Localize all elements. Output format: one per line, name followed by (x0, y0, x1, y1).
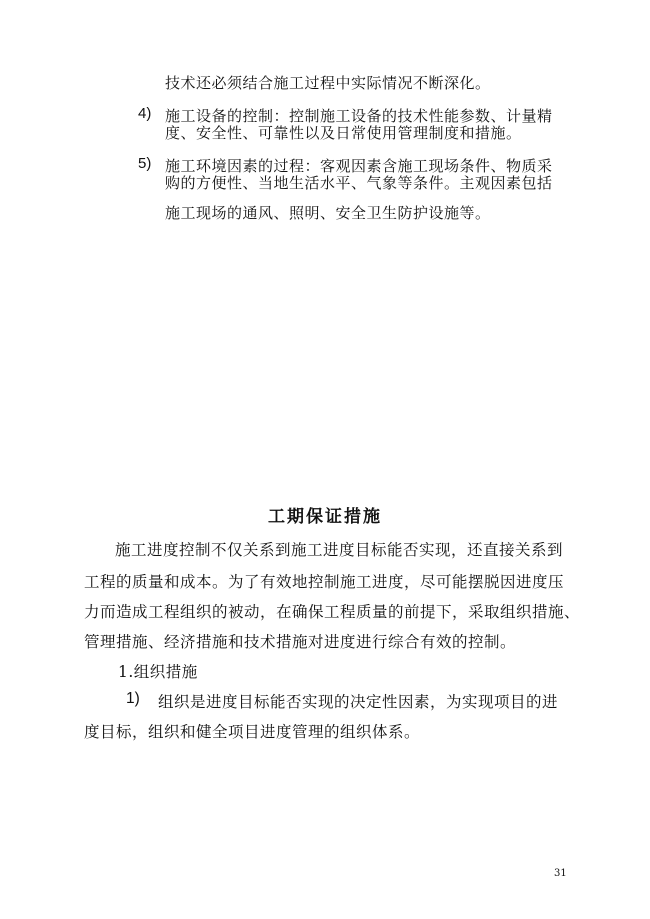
section-title: 工期保证措施 (268, 507, 382, 527)
intro-line-4: 管理措施、经济措施和技术措施对进度进行综合有效的控制。 (84, 633, 517, 651)
item-1-line-1: 组织是进度目标能否实现的决定性因素，为实现项目的进 (158, 693, 559, 711)
list-item-5-line-1: 施工环境因素的过程：客观因素含施工现场条件、物质采 (165, 157, 553, 175)
item-1-number: 1) (126, 690, 140, 707)
list-item-5-line-2: 购的方便性、当地生活水平、气象等条件。主观因素包括 (165, 174, 553, 192)
list-item-5-line-3: 施工现场的通风、照明、安全卫生防护设施等。 (165, 204, 491, 222)
continuation-line: 技术还必须结合施工过程中实际情况不断深化。 (165, 74, 491, 92)
subheading: 1.组织措施 (118, 663, 198, 681)
list-item-4-line-1: 施工设备的控制：控制施工设备的技术性能参数、计量精 (165, 107, 553, 125)
intro-line-2: 工程的质量和成本。为了有效地控制施工进度，尽可能摆脱因进度压 (84, 573, 565, 591)
list-item-4-line-2: 度、安全性、可靠性以及日常使用管理制度和措施。 (165, 124, 522, 142)
list-number-4: 4) (138, 105, 152, 122)
item-1-line-2: 度目标，组织和健全项目进度管理的组织体系。 (84, 723, 421, 741)
intro-line-1: 施工进度控制不仅关系到施工进度目标能否实现，还直接关系到 (115, 541, 564, 559)
page-number: 31 (554, 868, 567, 879)
list-number-5: 5) (138, 155, 152, 172)
intro-line-3: 力而造成工程组织的被动，在确保工程质量的前提下，采取组织措施、 (84, 603, 581, 621)
